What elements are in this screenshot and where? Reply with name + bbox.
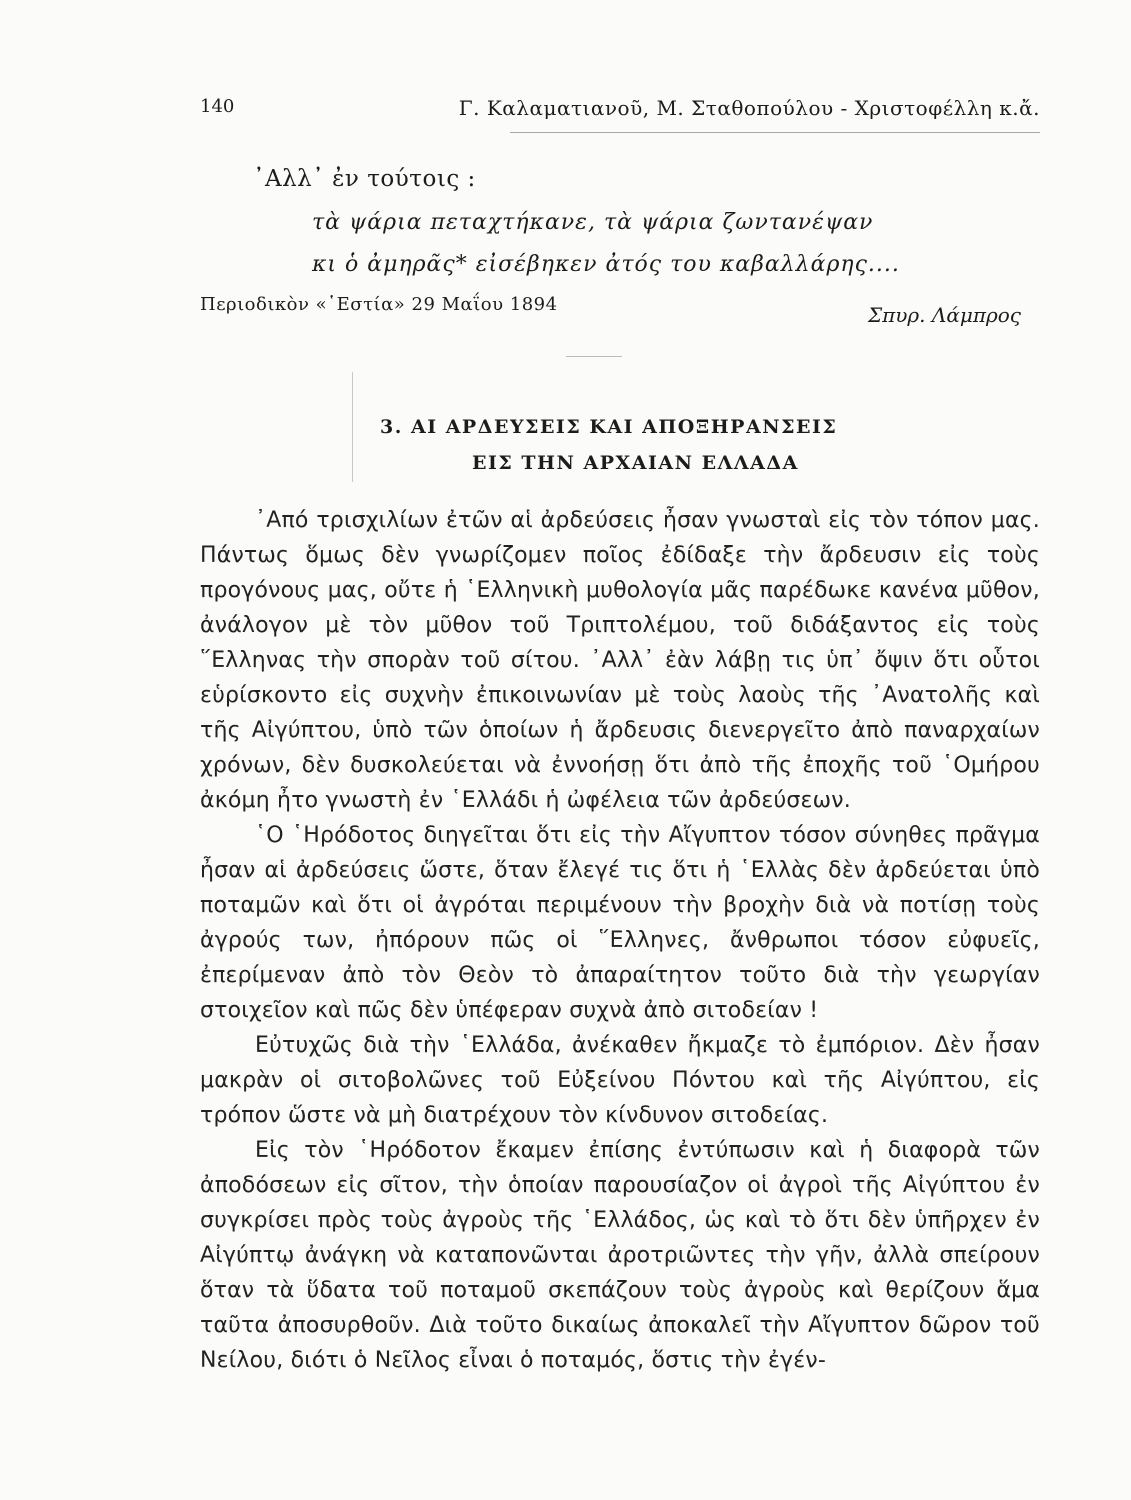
section-subtitle: ΕΙΣ ΤΗΝ ΑΡΧΑΙΑΝ ΕΛΛΑΔΑ xyxy=(472,452,799,474)
quote-author: Σπυρ. Λάμπρος xyxy=(867,303,1021,327)
section-title: 3. ΑΙ ΑΡΔΕΥΣΕΙΣ ΚΑΙ ΑΠΟΞΗΡΑΝΣΕΙΣ xyxy=(380,416,838,438)
running-title: Γ. Καλαματιανοῦ, Μ. Σταθοπούλου - Χριστοφέλλη κ.ἄ. xyxy=(458,96,1040,120)
body-text xyxy=(200,503,1040,1378)
page-header xyxy=(200,96,1040,136)
verse-line-2: κι ὁ ἀμηρᾶς* εἰσέβηκεν ἀτός του καβαλλάρης.... xyxy=(312,252,900,277)
quote-source: Περιοδικὸν «῾Εστία» 29 Μαΐου 1894 xyxy=(200,294,558,315)
quote-intro: ᾿Αλλ᾿ ἐν τούτοις : xyxy=(253,166,476,192)
paragraph-1: ᾿Από τρισχιλίων ἐτῶν αἱ ἀρδεύσεις ἦσαν γνωσταὶ εἰς τὸν τόπον μας. Πάντως ὅμως δὲν γνωρίζομεν ποῖος ἐδίδαξε τὴν ἄρδευσιν εἰς τοὺς προγόνους μας, οὔτε ἡ ῾Ελληνικὴ μυθολογία μᾶς παρέδωκε κανένα μῦθον, ἀνάλογον μὲ τὸν μῦθον τοῦ Τριπτολέμου, τοῦ διδάξαντος εἰς τοὺς ῞Ελληνας τὴν σπορὰν τοῦ σίτου. ᾿Αλλ᾿ ἐὰν λάβῃ τις ὑπ᾿ ὄψιν ὅτι οὗτοι εὑρίσκοντο εἰς συχνὴν ἐπικοινωνίαν μὲ τοὺς λαοὺς τῆς ᾿Ανατολῆς καὶ τῆς Αἰγύπτου, ὑπὸ τῶν ὁποίων ἡ ἄρδευσις διενεργεῖτο ἀπὸ παναρχαίων χρόνων, δὲν δυσκολεύεται νὰ ἐννοήσῃ ὅτι ἀπὸ τῆς ἐποχῆς τοῦ ῾Ομήρου ἀκόμη ἦτο γνωστὴ ἐν ῾Ελλάδι ἡ ὠφέλεια τῶν ἀρδεύσεων. xyxy=(200,508,1040,813)
paragraph-2: ῾Ο ῾Ηρόδοτος διηγεῖται ὅτι εἰς τὴν Αἴγυπτον τόσον σύνηθες πρᾶγμα ἦσαν αἱ ἀρδεύσεις ὥστε, ὅταν ἔλεγέ τις ὅτι ἡ ῾Ελλὰς δὲν ἀρδεύεται ὑπὸ ποταμῶν καὶ ὅτι οἱ ἀγρόται περιμένουν τὴν βροχὴν διὰ νὰ ποτίσῃ τοὺς ἀγρούς των, ἠπόρουν πῶς οἱ ῞Ελληνες, ἄνθρωποι τόσον εὐφυεῖς, ἐπερίμεναν ἀπὸ τὸν Θεὸν τὸ ἀπαραίτητον τοῦτο διὰ τὴν γεωργίαν στοιχεῖον καὶ πῶς δὲν ὑπέφεραν συχνὰ ἀπὸ σιτοδείαν ! xyxy=(200,823,1040,1023)
paragraph-3: Εὐτυχῶς διὰ τὴν ῾Ελλάδα, ἀνέκαθεν ἤκμαζε τὸ ἐμπόριον. Δὲν ἦσαν μακρὰν οἱ σιτοβολῶνες τοῦ Εὐξείνου Πόντου καὶ τῆς Αἰγύπτου, εἰς τρόπον ὥστε νὰ μὴ διατρέχουν τὸν κίνδυνον σιτοδείας. xyxy=(200,1033,1040,1128)
verse-line-1: τὰ ψάρια πεταχτήκανε, τὰ ψάρια ζωντανέψαν xyxy=(312,210,874,235)
page-number: 140 xyxy=(200,96,235,117)
paragraph-4: Εἰς τὸν ῾Ηρόδοτον ἔκαμεν ἐπίσης ἐντύπωσιν καὶ ἡ διαφορὰ τῶν ἀποδόσεων εἰς σῖτον, τὴν ὁποίαν παρουσίαζον οἱ ἀγροὶ τῆς Αἰγύπτου ἐν συγκρίσει πρὸς τοὺς ἀγροὺς τῆς ῾Ελλάδος, ὡς καὶ τὸ ὅτι δὲν ὑπῆρχεν ἐν Αἰγύπτῳ ἀνάγκη νὰ καταπονῶνται ἀροτριῶντες τὴν γῆν, ἀλλὰ σπείρουν ὅταν τὰ ὕδατα τοῦ ποταμοῦ σκεπάζουν τοὺς ἀγροὺς καὶ θερίζουν ἅμα ταῦτα ἀποσυρθοῦν. Διὰ τοῦτο δικαίως ἀποκαλεῖ τὴν Αἴγυπτον δῶρον τοῦ Νείλου, διότι ὁ Νεῖλος εἶναι ὁ ποταμός, ὅστις τὴν ἐγέν- xyxy=(200,1138,1040,1373)
section-divider xyxy=(566,356,622,357)
header-rule xyxy=(510,132,1040,133)
margin-mark xyxy=(352,372,353,482)
